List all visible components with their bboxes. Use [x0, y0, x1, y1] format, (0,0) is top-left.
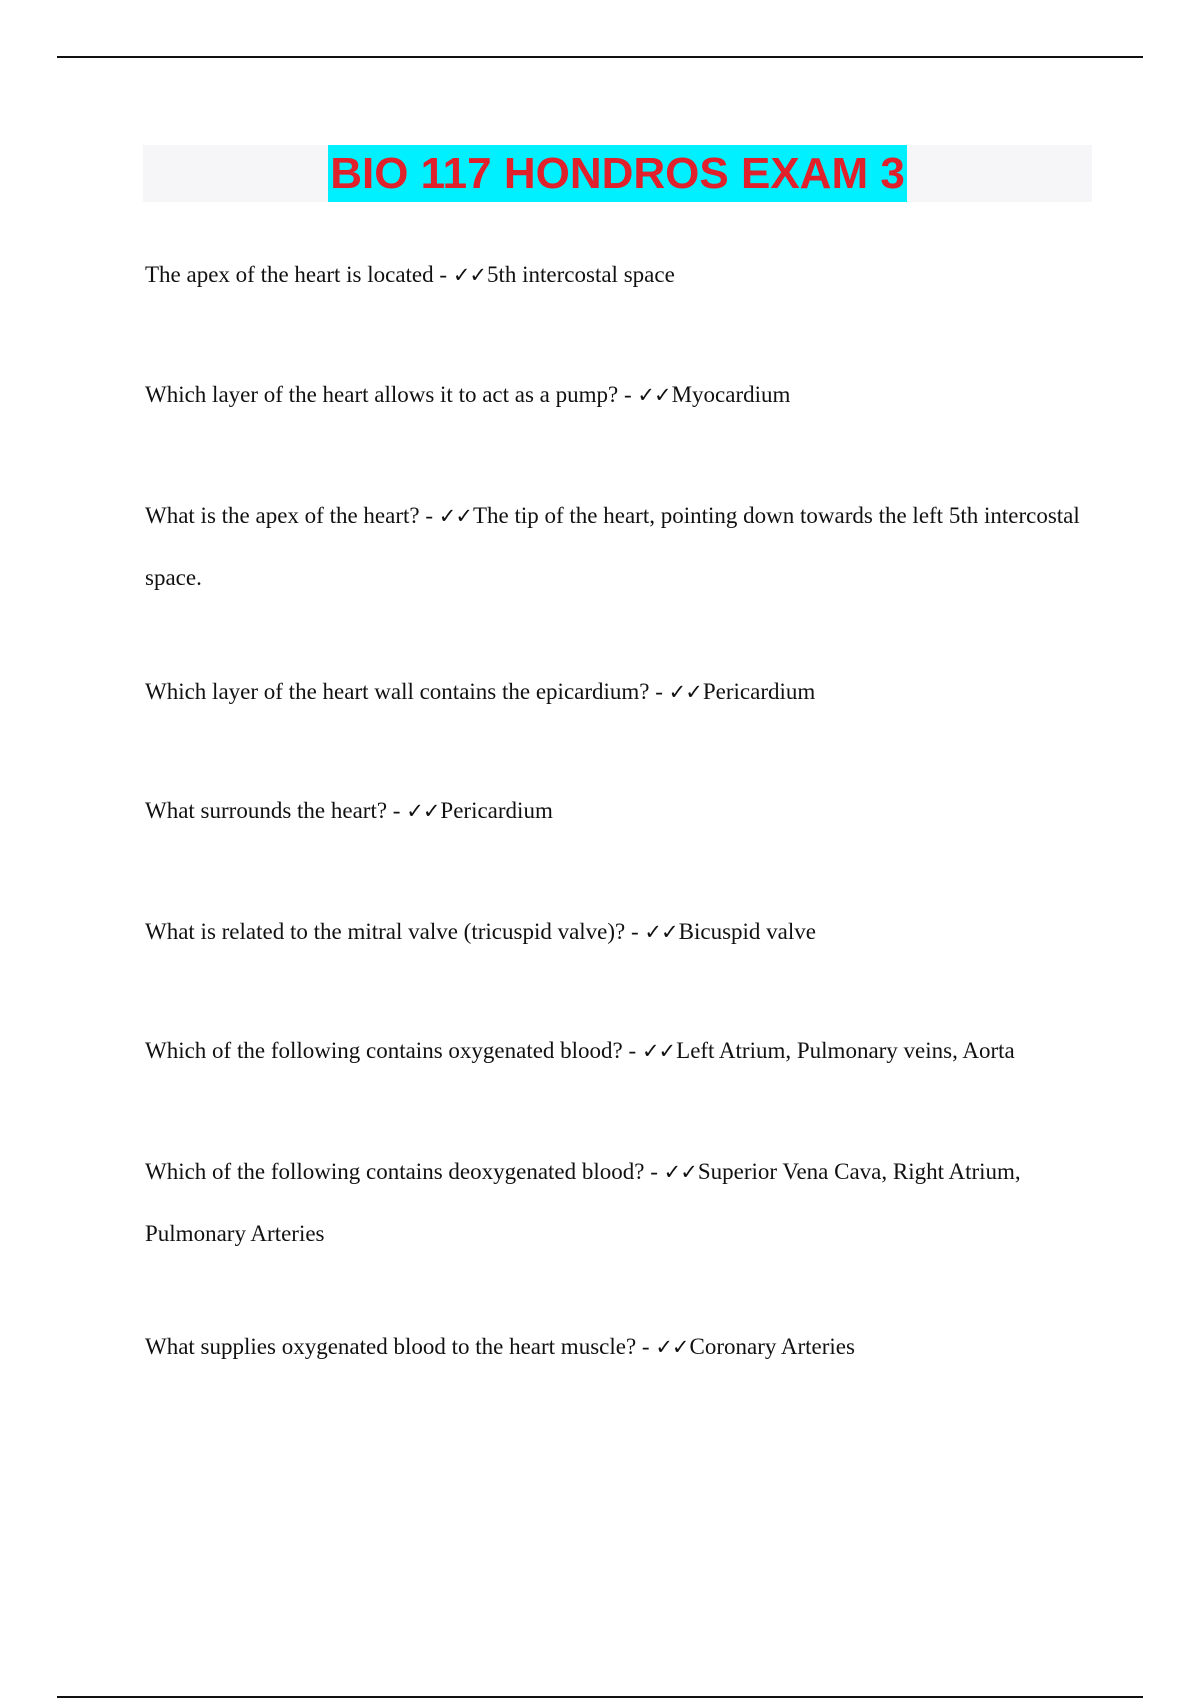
- question-text: The apex of the heart is located -: [145, 262, 453, 287]
- check-marks-icon: ✓✓: [406, 799, 440, 823]
- question-text: What supplies oxygenated blood to the heart muscle? -: [145, 1334, 656, 1359]
- check-marks-icon: ✓✓: [644, 920, 678, 944]
- qa-item-9: [145, 1316, 1095, 1378]
- check-marks-icon: ✓✓: [438, 504, 472, 528]
- question-text: Which layer of the heart wall contains the epicardium? -: [145, 679, 669, 704]
- question-text: Which of the following contains deoxygenated blood? -: [145, 1159, 664, 1184]
- answer-text: Myocardium: [671, 382, 791, 407]
- qa-item-6: [145, 901, 1095, 963]
- qa-item-8: [145, 1141, 1095, 1264]
- answer-text: Pericardium: [440, 798, 553, 823]
- check-marks-icon: ✓✓: [452, 263, 487, 287]
- top-rule: [57, 56, 1143, 58]
- answer-text: Pericardium: [702, 679, 816, 704]
- question-text: Which layer of the heart allows it to act as a pump? -: [145, 382, 638, 407]
- check-marks-icon: ✓✓: [668, 680, 702, 704]
- bottom-rule: [57, 1696, 1143, 1698]
- check-marks-icon: ✓✓: [663, 1160, 697, 1184]
- check-marks-icon: ✓✓: [637, 383, 671, 407]
- question-text: What surrounds the heart? -: [145, 798, 407, 823]
- answer-text: Superior Vena Cava, Right Atrium, Pulmonary Arteries: [145, 1159, 1021, 1246]
- qa-item-5: [145, 780, 1095, 842]
- answer-text: The tip of the heart, pointing down towards the left 5th intercostal space.: [145, 503, 1080, 590]
- document-title: BIO 117 HONDROS EXAM 3: [328, 145, 907, 202]
- qa-item-7: [145, 1020, 1095, 1082]
- check-marks-icon: ✓✓: [655, 1335, 689, 1359]
- qa-item-2: [145, 364, 1095, 426]
- answer-text: Coronary Arteries: [689, 1334, 855, 1359]
- answer-text: Bicuspid valve: [678, 919, 816, 944]
- qa-item-3: [145, 485, 1095, 608]
- qa-item-1: [145, 244, 1095, 306]
- answer-text: 5th intercostal space: [487, 262, 675, 287]
- qa-item-4: [145, 661, 1095, 723]
- question-text: Which of the following contains oxygenated blood? -: [145, 1038, 642, 1063]
- question-text: What is related to the mitral valve (tricuspid valve)? -: [145, 919, 645, 944]
- check-marks-icon: ✓✓: [641, 1039, 676, 1063]
- title-band: [143, 145, 1092, 202]
- answer-text: Left Atrium, Pulmonary veins, Aorta: [676, 1038, 1015, 1063]
- question-text: What is the apex of the heart? -: [145, 503, 439, 528]
